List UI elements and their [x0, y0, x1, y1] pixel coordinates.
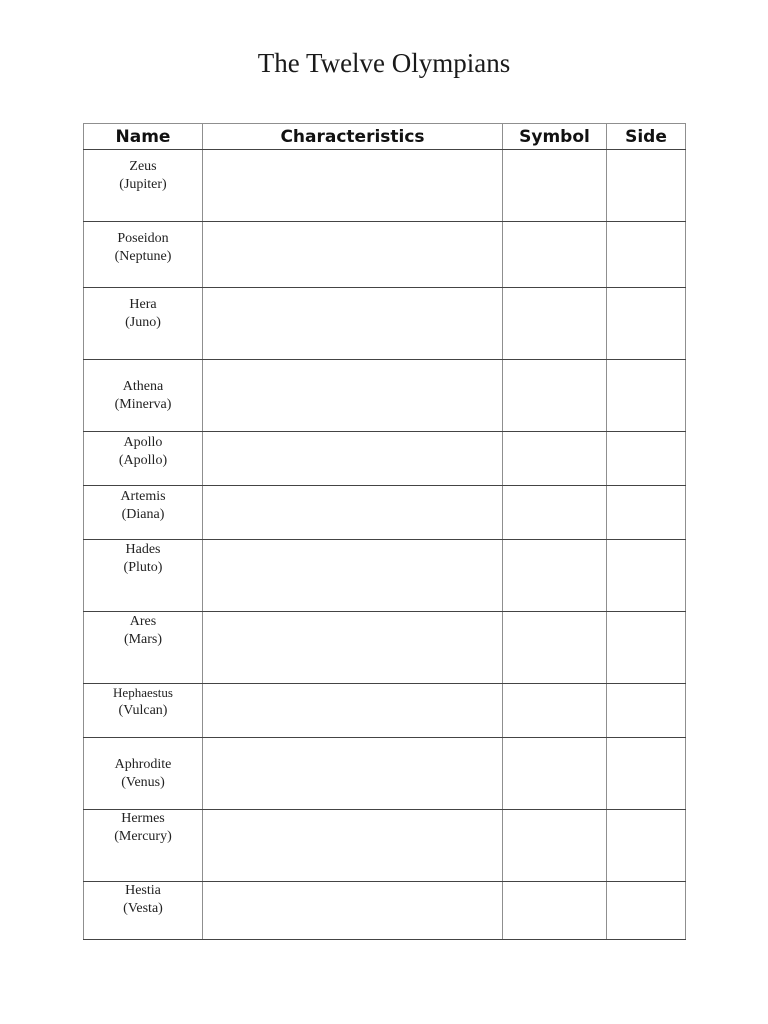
- symbol-cell[interactable]: [503, 612, 607, 684]
- name-cell: [84, 882, 203, 940]
- roman-name: (Pluto): [123, 560, 163, 575]
- table-row: [84, 486, 686, 540]
- table-row: [84, 684, 686, 738]
- side-cell[interactable]: [607, 360, 686, 432]
- table-row: [84, 810, 686, 882]
- side-cell[interactable]: [607, 810, 686, 882]
- table-row: [84, 738, 686, 810]
- table-row: [84, 612, 686, 684]
- greek-name: Hestia: [125, 883, 161, 898]
- symbol-cell[interactable]: [503, 288, 607, 360]
- name-cell: [84, 684, 203, 738]
- characteristics-cell[interactable]: [203, 150, 503, 222]
- characteristics-cell[interactable]: [203, 540, 503, 612]
- greek-name: Hephaestus: [113, 685, 173, 700]
- side-cell[interactable]: [607, 540, 686, 612]
- side-cell[interactable]: [607, 882, 686, 940]
- name-cell: [84, 432, 203, 486]
- roman-name: (Vulcan): [118, 703, 168, 718]
- side-cell[interactable]: [607, 684, 686, 738]
- greek-name: Athena: [122, 379, 164, 394]
- symbol-cell[interactable]: [503, 540, 607, 612]
- symbol-cell[interactable]: [503, 684, 607, 738]
- symbol-cell[interactable]: [503, 810, 607, 882]
- roman-name: (Diana): [121, 507, 165, 522]
- symbol-cell[interactable]: [503, 486, 607, 540]
- roman-name: (Minerva): [114, 397, 172, 412]
- column-header-name: Name: [84, 124, 203, 150]
- table-header-row: [84, 124, 686, 150]
- name-cell: [84, 288, 203, 360]
- symbol-cell[interactable]: [503, 222, 607, 288]
- page-title: The Twelve Olympians: [257, 48, 511, 78]
- characteristics-cell[interactable]: [203, 432, 503, 486]
- side-cell[interactable]: [607, 432, 686, 486]
- roman-name: (Apollo): [118, 453, 168, 468]
- roman-name: (Jupiter): [119, 177, 167, 192]
- name-cell: [84, 486, 203, 540]
- characteristics-cell[interactable]: [203, 222, 503, 288]
- symbol-cell[interactable]: [503, 150, 607, 222]
- characteristics-cell[interactable]: [203, 612, 503, 684]
- name-cell: [84, 540, 203, 612]
- table-row: [84, 222, 686, 288]
- side-cell[interactable]: [607, 738, 686, 810]
- greek-name: Zeus: [129, 159, 157, 174]
- symbol-cell[interactable]: [503, 360, 607, 432]
- table-row: [84, 288, 686, 360]
- greek-name: Ares: [129, 614, 157, 629]
- characteristics-cell[interactable]: [203, 738, 503, 810]
- characteristics-cell[interactable]: [203, 684, 503, 738]
- table-row: [84, 540, 686, 612]
- greek-name: Hermes: [121, 811, 165, 826]
- characteristics-cell[interactable]: [203, 810, 503, 882]
- characteristics-cell[interactable]: [203, 486, 503, 540]
- side-cell[interactable]: [607, 288, 686, 360]
- characteristics-cell[interactable]: [203, 360, 503, 432]
- greek-name: Apollo: [123, 435, 163, 450]
- side-cell[interactable]: [607, 612, 686, 684]
- column-header-symbol: Symbol: [503, 124, 607, 150]
- characteristics-cell[interactable]: [203, 288, 503, 360]
- greek-name: Hera: [129, 297, 157, 312]
- roman-name: (Neptune): [114, 249, 172, 264]
- table-row: [84, 432, 686, 486]
- greek-name: Aphrodite: [114, 757, 172, 772]
- roman-name: (Mars): [123, 632, 163, 647]
- roman-name: (Venus): [121, 775, 165, 790]
- symbol-cell[interactable]: [503, 432, 607, 486]
- name-cell: [84, 360, 203, 432]
- column-header-side: Side: [607, 124, 686, 150]
- side-cell[interactable]: [607, 486, 686, 540]
- roman-name: (Juno): [125, 315, 161, 330]
- name-cell: [84, 810, 203, 882]
- characteristics-cell[interactable]: [203, 882, 503, 940]
- side-cell[interactable]: [607, 222, 686, 288]
- name-cell: [84, 612, 203, 684]
- roman-name: (Mercury): [114, 829, 172, 844]
- column-header-characteristics: Characteristics: [203, 124, 503, 150]
- table-row: [84, 360, 686, 432]
- greek-name: Hades: [125, 542, 161, 557]
- table-row: [84, 150, 686, 222]
- symbol-cell[interactable]: [503, 738, 607, 810]
- name-cell: [84, 222, 203, 288]
- symbol-cell[interactable]: [503, 882, 607, 940]
- side-cell[interactable]: [607, 150, 686, 222]
- name-cell: [84, 738, 203, 810]
- roman-name: (Vesta): [123, 901, 163, 916]
- olympians-table: [83, 123, 686, 940]
- greek-name: Artemis: [120, 489, 166, 504]
- greek-name: Poseidon: [117, 231, 169, 246]
- name-cell: [84, 150, 203, 222]
- table-row: [84, 882, 686, 940]
